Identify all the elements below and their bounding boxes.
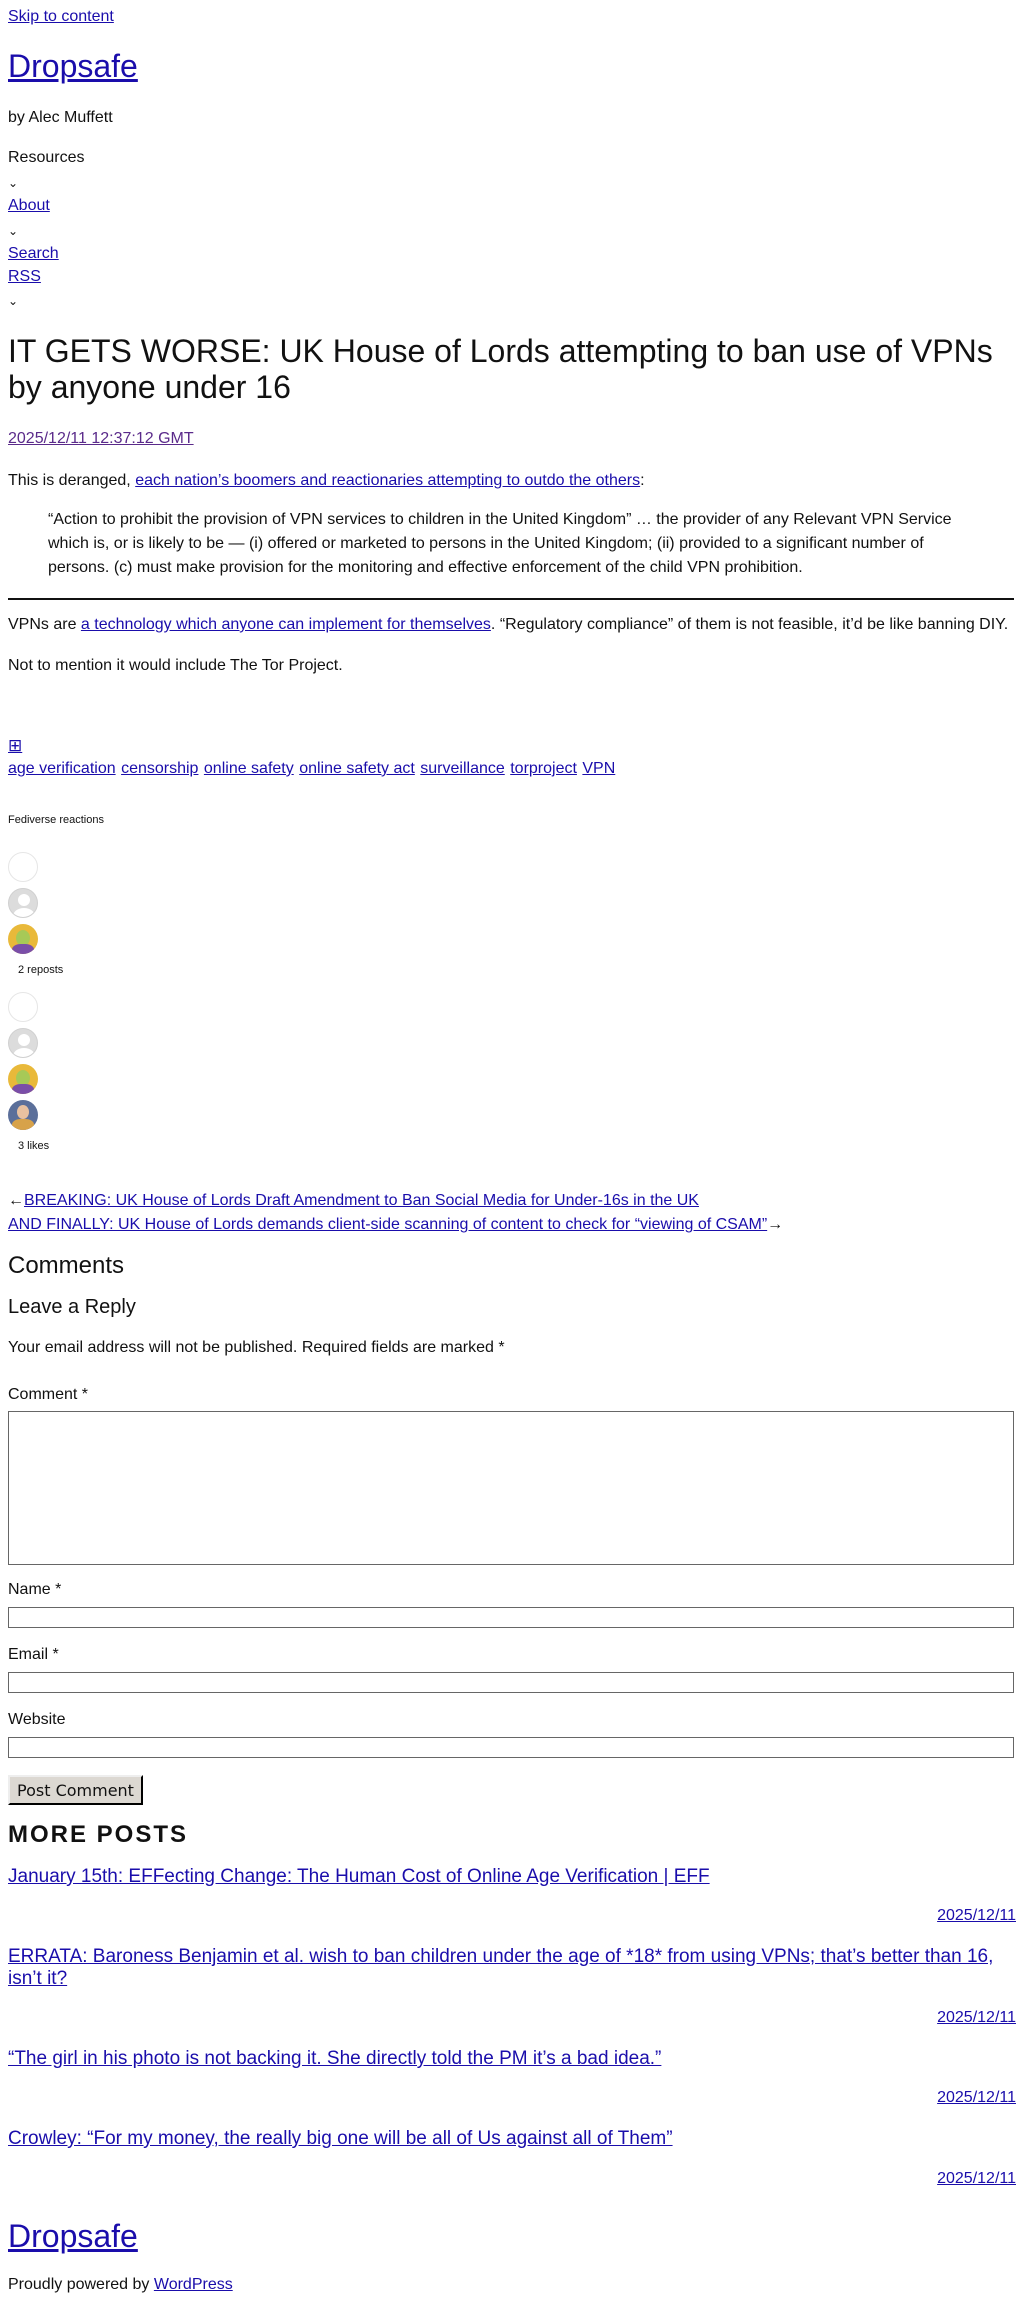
website-label: Website <box>8 1711 66 1728</box>
intro-link[interactable]: each nation’s boomers and reactionaries attempting to outdo the others <box>135 472 641 489</box>
arrow-left-icon: ← <box>8 1192 24 1209</box>
intro-text: This is deranged, <box>8 472 131 489</box>
more-post-link[interactable]: January 15th: EFFecting Change: The Human Cost of Online Age Verification | EFF <box>8 1866 710 1887</box>
tag-link[interactable]: censorship <box>121 760 199 777</box>
liker-avatar[interactable] <box>8 1028 38 1058</box>
reposter-avatar[interactable] <box>8 888 38 918</box>
more-post-link[interactable]: “The girl in his photo is not backing it. She directly told the PM it’s a bad idea.” <box>8 2048 662 2069</box>
required-note: Required fields are marked <box>301 1339 494 1356</box>
post-paragraph-intro <box>8 470 1014 492</box>
tag-link[interactable]: online safety <box>203 760 294 777</box>
liker-avatar[interactable] <box>8 1100 38 1130</box>
email-label: Email * <box>8 1646 59 1663</box>
more-post-date[interactable]: 2025/12/11 <box>937 2089 1016 2106</box>
post-date-link[interactable]: 2025/12/11 12:37:12 GMT <box>8 430 194 447</box>
chevron-down-icon[interactable]: ⌄ <box>8 224 19 238</box>
powered-by-text: Proudly powered by <box>8 2276 150 2293</box>
share-icon[interactable]: ⊞ <box>8 736 23 755</box>
like-count: 3 likes <box>18 1140 50 1152</box>
next-post-link[interactable]: AND FINALLY: UK House of Lords demands client-side scanning of content to check for “viewing of CSAM” <box>8 1216 768 1233</box>
nav-resources[interactable]: Resources <box>8 149 85 166</box>
more-post-link[interactable]: ERRATA: Baroness Benjamin et al. wish to ban children under the age of *18* from using VPNs; that’s better than 16, isn’t it? <box>8 1946 994 1989</box>
site-title-link[interactable]: Dropsafe <box>8 48 138 84</box>
fediverse-reactions-label: Fediverse reactions <box>8 814 104 826</box>
vpn-technology-link[interactable]: a technology which anyone can implement for themselves <box>80 616 491 633</box>
post-paragraph-vpn <box>8 614 1014 636</box>
website-input[interactable] <box>8 1737 1014 1758</box>
liker-avatar[interactable] <box>8 1064 38 1094</box>
nav-search-link[interactable]: Search <box>8 245 59 262</box>
p2-start: VPNs are <box>8 616 77 633</box>
tag-link[interactable]: VPN <box>582 760 616 777</box>
post-title: IT GETS WORSE: UK House of Lords attempting to ban use of VPNs by anyone under 16 <box>8 333 993 405</box>
powered-by <box>8 2276 233 2294</box>
nav-about-link[interactable]: About <box>8 197 50 214</box>
post-blockquote: “Action to prohibit the provision of VPN services to children in the United Kingdom” … the provider of any Relevant VPN Service which is, or is likely to be — (i) offered or marketed to persons in the United Kingdom; (ii) provided to a significant number of persons. (c) must make provision for the monitoring and effective enforcement of the child VPN prohibition. <box>48 511 952 576</box>
name-label: Name * <box>8 1581 62 1598</box>
tag-link[interactable]: surveillance <box>420 760 505 777</box>
chevron-down-icon[interactable]: ⌄ <box>8 176 19 190</box>
comments-heading: Comments <box>8 1252 125 1279</box>
more-post-link[interactable]: Crowley: “For my money, the really big one will be all of Us against all of Them” <box>8 2128 673 2149</box>
chevron-down-icon[interactable]: ⌄ <box>8 294 19 308</box>
more-post-date[interactable]: 2025/12/11 <box>937 1907 1016 1924</box>
divider <box>8 598 1014 600</box>
more-posts-heading: MORE POSTS <box>8 1821 189 1848</box>
arrow-right-icon: → <box>767 1216 784 1233</box>
email-notice <box>8 1339 505 1357</box>
skip-to-content-link[interactable]: Skip to content <box>8 8 114 25</box>
required-asterisk: * <box>498 1339 505 1356</box>
intro-end: : <box>640 472 645 489</box>
nav-rss-link[interactable]: RSS <box>8 268 41 285</box>
repost-count: 2 reposts <box>18 964 64 976</box>
more-post-date[interactable]: 2025/12/11 <box>937 2170 1016 2187</box>
footer-site-title-link[interactable]: Dropsafe <box>8 2218 138 2254</box>
next-post-nav <box>8 1216 783 1234</box>
tag-link[interactable]: torproject <box>510 760 577 777</box>
site-tagline: by Alec Muffett <box>8 109 113 126</box>
reposter-avatar[interactable] <box>8 852 38 882</box>
comment-label: Comment * <box>8 1386 89 1403</box>
previous-post-link[interactable]: BREAKING: UK House of Lords Draft Amendment to Ban Social Media for Under-16s in the UK <box>24 1192 699 1209</box>
p2-end: . “Regulatory compliance” of them is not feasible, it’d be like banning DIY. <box>490 616 1009 633</box>
email-input[interactable] <box>8 1672 1014 1693</box>
liker-avatar[interactable] <box>8 992 38 1022</box>
post-paragraph-tor: Not to mention it would include The Tor Project. <box>8 657 343 674</box>
email-notice-text: Your email address will not be published. <box>8 1339 298 1356</box>
wordpress-link[interactable]: WordPress <box>153 2276 233 2293</box>
comment-textarea[interactable] <box>8 1411 1014 1565</box>
name-input[interactable] <box>8 1607 1014 1628</box>
leave-reply-heading: Leave a Reply <box>8 1296 136 1318</box>
tag-list <box>8 759 616 779</box>
previous-post-nav <box>8 1192 699 1210</box>
reposter-avatar[interactable] <box>8 924 38 954</box>
post-comment-button[interactable]: Post Comment <box>8 1775 143 1805</box>
tag-link[interactable]: age verification <box>8 760 116 777</box>
tag-link[interactable]: online safety act <box>299 760 415 777</box>
more-post-date[interactable]: 2025/12/11 <box>937 2009 1016 2026</box>
